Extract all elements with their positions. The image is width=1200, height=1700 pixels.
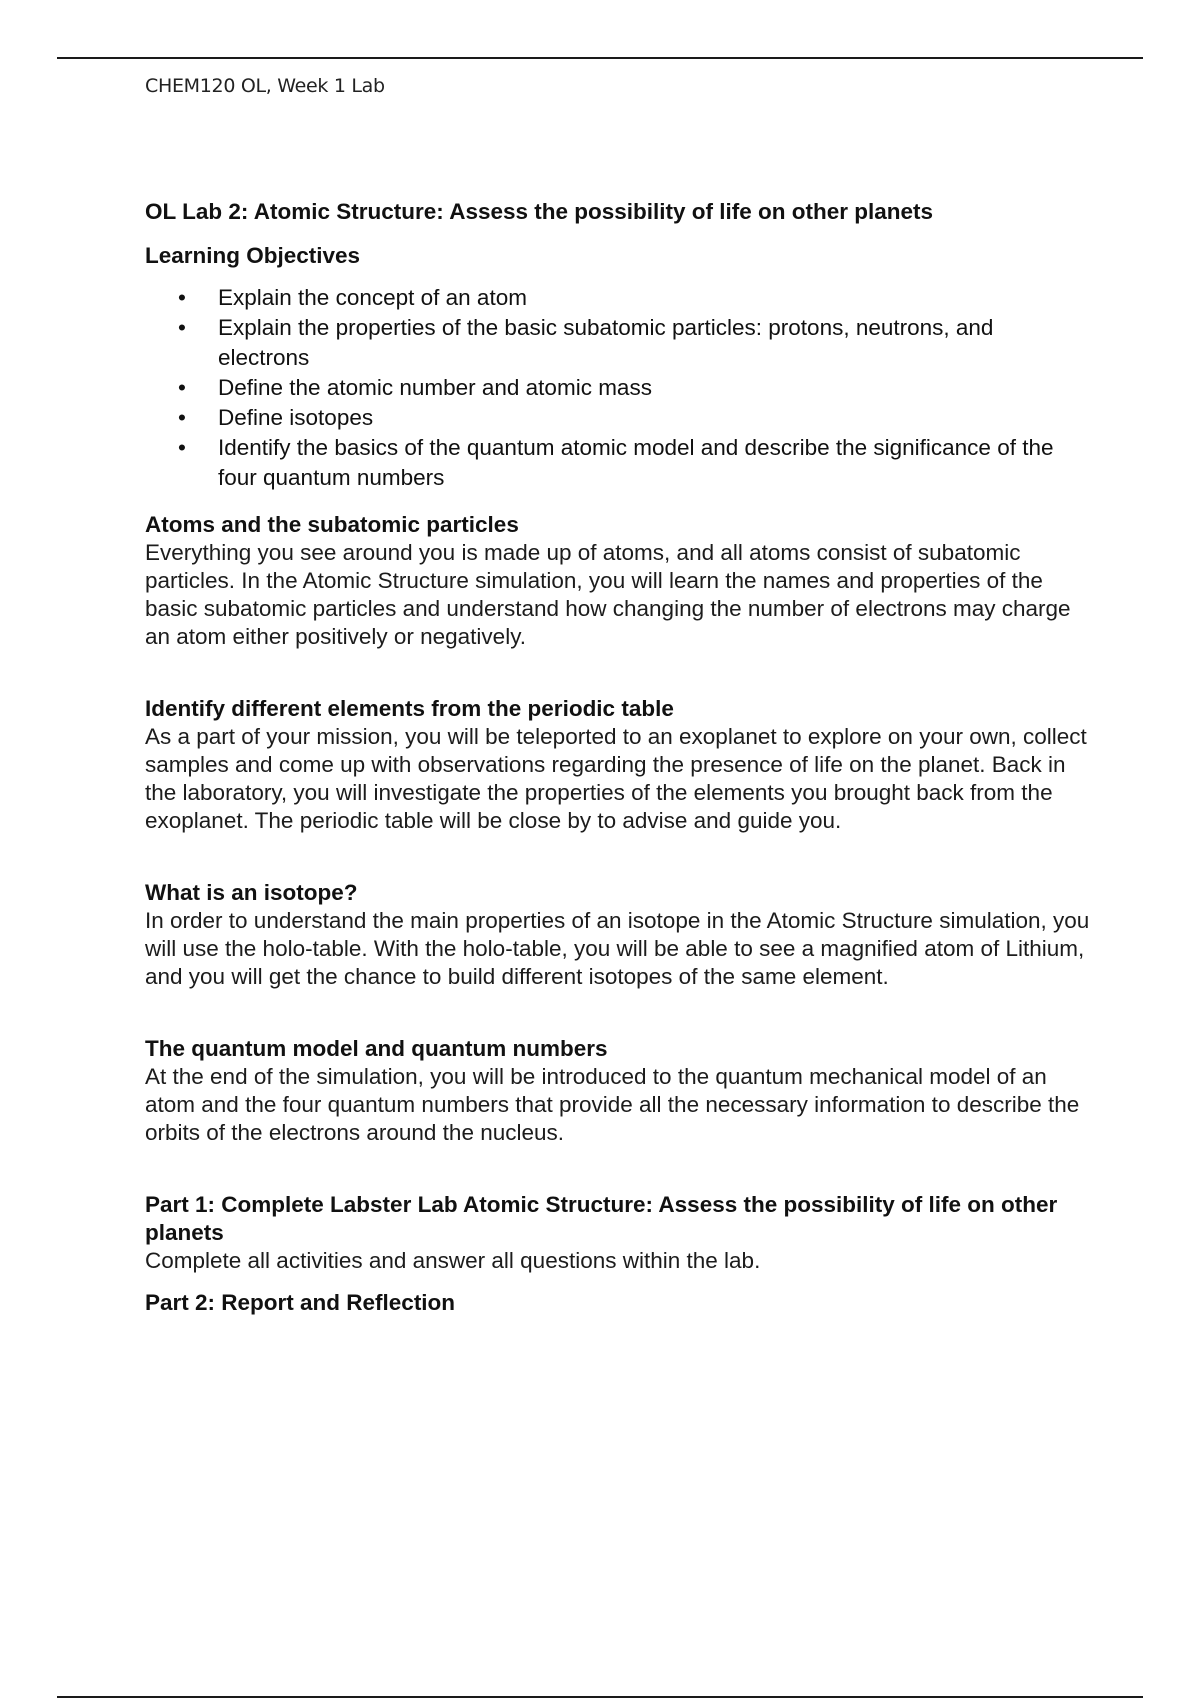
footer-divider (57, 1696, 1143, 1698)
part1-body: Complete all activities and answer all questions within the lab. (145, 1248, 761, 1273)
objective-text: Define isotopes (218, 405, 374, 430)
header-divider (57, 57, 1143, 59)
page-header: CHEM120 OL, Week 1 Lab (145, 75, 385, 97)
part2-heading: Part 2: Report and Reflection (145, 1290, 456, 1315)
section-body: Everything you see around you is made up of atoms, and all atoms consist of subatomic particles. In the Atomic Structure simulation, you will learn the names and properties of the basic subatomic particles and understand how changing the number of electrons may charge an atom either positively or negatively. (145, 540, 1071, 649)
bullet-icon: • (178, 285, 186, 310)
bullet-icon: • (178, 375, 186, 400)
section-body: At the end of the simulation, you will be introduced to the quantum mechanical model of an atom and the four quantum numbers that provide all the necessary information to describe the orbits of the electrons around the nucleus. (145, 1064, 1080, 1145)
section-part2 (145, 1289, 1090, 1317)
objectives-heading: Learning Objectives (145, 243, 361, 268)
objective-text: Identify the basics of the quantum atomic model and describe the significance of the four quantum numbers (218, 435, 1054, 490)
objective-item (145, 313, 1090, 373)
section-atoms (145, 511, 1090, 651)
section-part1 (145, 1191, 1090, 1275)
document-body (145, 198, 1090, 1331)
section-body: In order to understand the main properties of an isotope in the Atomic Structure simulation, you will use the holo-table. With the holo-table, you will be able to see a magnified atom of Lithium, and you will get the chance to build different isotopes of the same element. (145, 908, 1090, 989)
objective-item (145, 283, 1090, 313)
objective-text: Define the atomic number and atomic mass (218, 375, 652, 400)
section-quantum-model (145, 1035, 1090, 1147)
bullet-icon: • (178, 405, 186, 430)
objective-item (145, 433, 1090, 493)
section-heading: Identify different elements from the periodic table (145, 696, 674, 721)
section-heading: Atoms and the subatomic particles (145, 512, 519, 537)
part1-heading: Part 1: Complete Labster Lab Atomic Structure: Assess the possibility of life on other planets (145, 1192, 1058, 1245)
section-heading: What is an isotope? (145, 880, 358, 905)
section-body: As a part of your mission, you will be teleported to an exoplanet to explore on your own, collect samples and come up with observations regarding the presence of life on the planet. Back in the laboratory, you will investigate the properties of the elements you brought back from the exoplanet. The periodic table will be close by to advise and guide you. (145, 724, 1087, 833)
objectives-list (145, 283, 1090, 493)
section-heading: The quantum model and quantum numbers (145, 1036, 608, 1061)
section-periodic-table (145, 695, 1090, 835)
section-isotope (145, 879, 1090, 991)
objective-text: Explain the concept of an atom (218, 285, 527, 310)
objective-item (145, 373, 1090, 403)
document-title: OL Lab 2: Atomic Structure: Assess the possibility of life on other planets (145, 199, 934, 224)
bullet-icon: • (178, 315, 186, 340)
objective-text: Explain the properties of the basic subatomic particles: protons, neutrons, and electrons (218, 315, 994, 370)
bullet-icon: • (178, 435, 186, 460)
objective-item (145, 403, 1090, 433)
